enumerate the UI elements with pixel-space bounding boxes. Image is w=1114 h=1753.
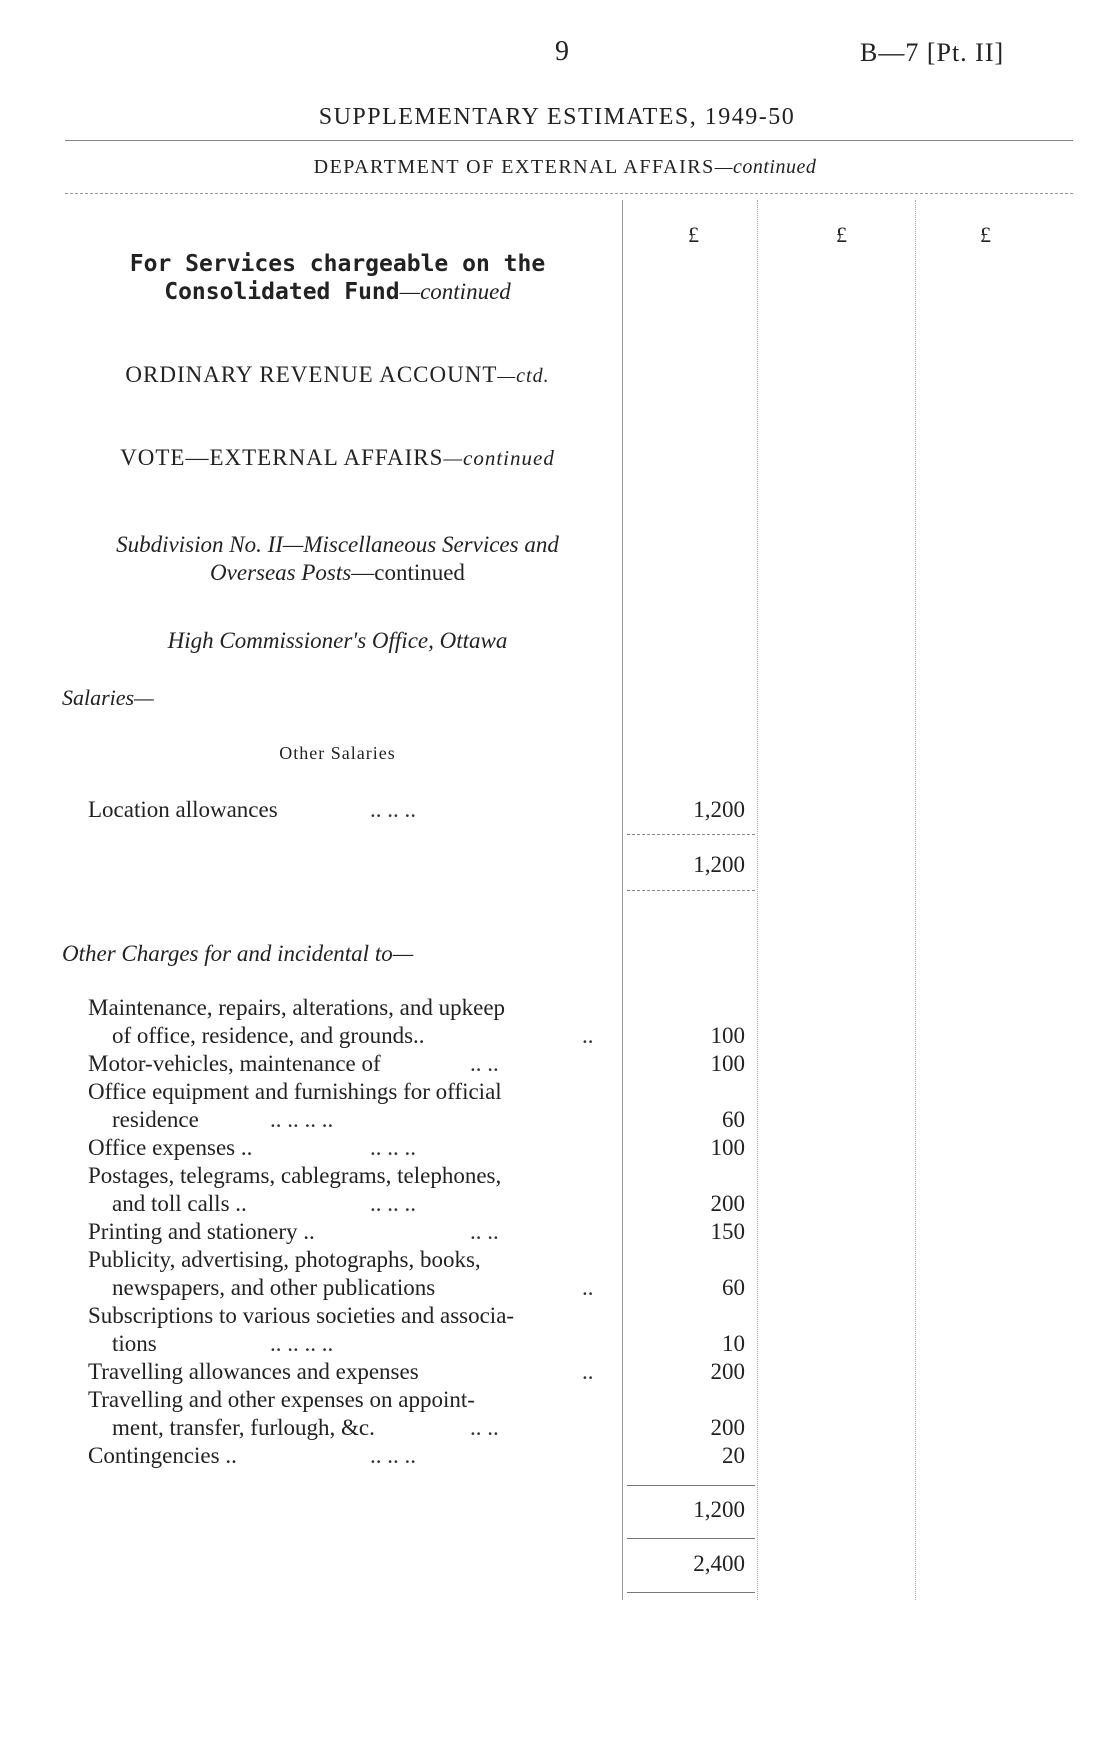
charge-7-leaders: .. .. .. .. — [270, 1331, 334, 1356]
subheader-rule — [65, 193, 1073, 194]
account-heading — [65, 362, 610, 388]
charge-1-amount: 100 — [710, 1051, 745, 1076]
salary-item-amount: 1,200 — [693, 797, 745, 822]
charge-4-line1: Postages, telegrams, cablegrams, telephones, — [88, 1163, 502, 1188]
charge-4-line2: and toll calls .. — [112, 1191, 247, 1216]
currency-header-2: £ — [836, 222, 847, 247]
charges-total: 1,200 — [693, 1497, 745, 1522]
salaries-subtotal-rule — [627, 834, 755, 835]
column-rule-right — [915, 200, 916, 1600]
charges-total-rule — [627, 1538, 755, 1539]
charge-10-line1: Contingencies .. — [88, 1443, 237, 1468]
salaries-label: Salaries— — [62, 685, 154, 710]
charge-3-amount: 100 — [710, 1135, 745, 1160]
account-suffix: —ctd. — [497, 365, 550, 387]
charge-2-leaders: .. .. .. .. — [270, 1107, 334, 1132]
charge-1-line1: Motor-vehicles, maintenance of — [88, 1051, 381, 1076]
charge-9-amount: 200 — [710, 1415, 745, 1440]
vote-heading — [65, 445, 610, 471]
charge-8-amount: 200 — [710, 1359, 745, 1384]
charge-0-line2: of office, residence, and grounds.. — [112, 1023, 425, 1048]
document-reference: B—7 [Pt. II] — [860, 38, 1005, 67]
charge-5-line1: Printing and stationery .. — [88, 1219, 315, 1244]
charge-10-leaders: .. .. .. — [370, 1443, 416, 1468]
charge-7-line1: Subscriptions to various societies and associa- — [88, 1303, 515, 1328]
page-number: 9 — [555, 36, 569, 67]
fund-suffix: —continued — [399, 279, 511, 304]
vote-name: VOTE—EXTERNAL AFFAIRS — [120, 445, 444, 470]
grand-total: 2,400 — [693, 1551, 745, 1576]
grand-total-rule — [627, 1592, 755, 1593]
charge-9-leaders: .. .. — [470, 1415, 499, 1440]
charge-0-leaders: .. — [582, 1023, 594, 1048]
charge-6-amount: 60 — [722, 1275, 745, 1300]
other-charges-heading: Other Charges for and incidental to— — [62, 941, 414, 966]
salary-item-label: Location allowances — [88, 797, 278, 822]
charge-8-leaders: .. — [582, 1359, 594, 1384]
charge-1-leaders: .. .. — [470, 1051, 499, 1076]
department-suffix: —continued — [714, 156, 817, 178]
charge-6-line2: newspapers, and other publications — [112, 1275, 436, 1300]
charges-subtotal-rule — [627, 1485, 755, 1486]
salaries-total: 1,200 — [693, 852, 745, 877]
other-salaries-heading: Other Salaries — [279, 743, 396, 763]
charge-9-line2: ment, transfer, furlough, &c. — [112, 1415, 375, 1440]
currency-header-3: £ — [980, 222, 991, 247]
account-name: ORDINARY REVENUE ACCOUNT — [125, 362, 498, 387]
charge-3-line1: Office expenses .. — [88, 1135, 253, 1160]
subdivision-italic: Overseas Posts — [210, 560, 352, 585]
charge-4-amount: 200 — [710, 1191, 745, 1216]
department-name: DEPARTMENT OF EXTERNAL AFFAIRS — [313, 156, 715, 178]
department-heading — [0, 156, 1114, 179]
charge-6-leaders: .. — [582, 1275, 594, 1300]
office-heading: High Commissioner's Office, Ottawa — [167, 628, 508, 653]
charge-7-amount: 10 — [722, 1331, 745, 1356]
salaries-total-rule — [627, 890, 755, 891]
currency-header-1: £ — [688, 222, 699, 247]
subdivision-suffix: —continued — [351, 560, 465, 585]
vote-suffix: —continued — [443, 446, 555, 470]
services-heading-line1: For Services chargeable on the — [129, 251, 546, 277]
subdivision-line2 — [65, 560, 610, 586]
charge-0-amount: 100 — [710, 1023, 745, 1048]
subdivision-line1: Subdivision No. II—Miscellaneous Services and — [116, 532, 559, 557]
charge-2-line2: residence — [112, 1107, 199, 1132]
charge-3-leaders: .. .. .. — [370, 1135, 416, 1160]
charge-2-line1: Office equipment and furnishings for official — [88, 1079, 502, 1104]
charge-0-line1: Maintenance, repairs, alterations, and upkeep — [88, 995, 506, 1020]
charge-4-leaders: .. .. .. — [370, 1191, 416, 1216]
column-rule-left — [622, 200, 623, 1600]
charge-9-line1: Travelling and other expenses on appoint- — [88, 1387, 475, 1412]
charge-7-line2: tions — [112, 1331, 157, 1356]
header-rule — [65, 140, 1073, 141]
page-title: SUPPLEMENTARY ESTIMATES, 1949-50 — [318, 104, 796, 130]
charge-8-line1: Travelling allowances and expenses — [88, 1359, 419, 1384]
fund-name: Consolidated Fund — [164, 279, 400, 305]
charge-5-amount: 150 — [710, 1219, 745, 1244]
charge-10-amount: 20 — [722, 1443, 745, 1468]
column-rule-middle — [757, 200, 758, 1600]
charge-5-leaders: .. .. — [470, 1219, 499, 1244]
services-heading-line2 — [65, 279, 610, 305]
charge-2-amount: 60 — [722, 1107, 745, 1132]
charge-6-line1: Publicity, advertising, photographs, books, — [88, 1247, 481, 1272]
salary-item-leaders: .. .. .. — [370, 797, 416, 822]
